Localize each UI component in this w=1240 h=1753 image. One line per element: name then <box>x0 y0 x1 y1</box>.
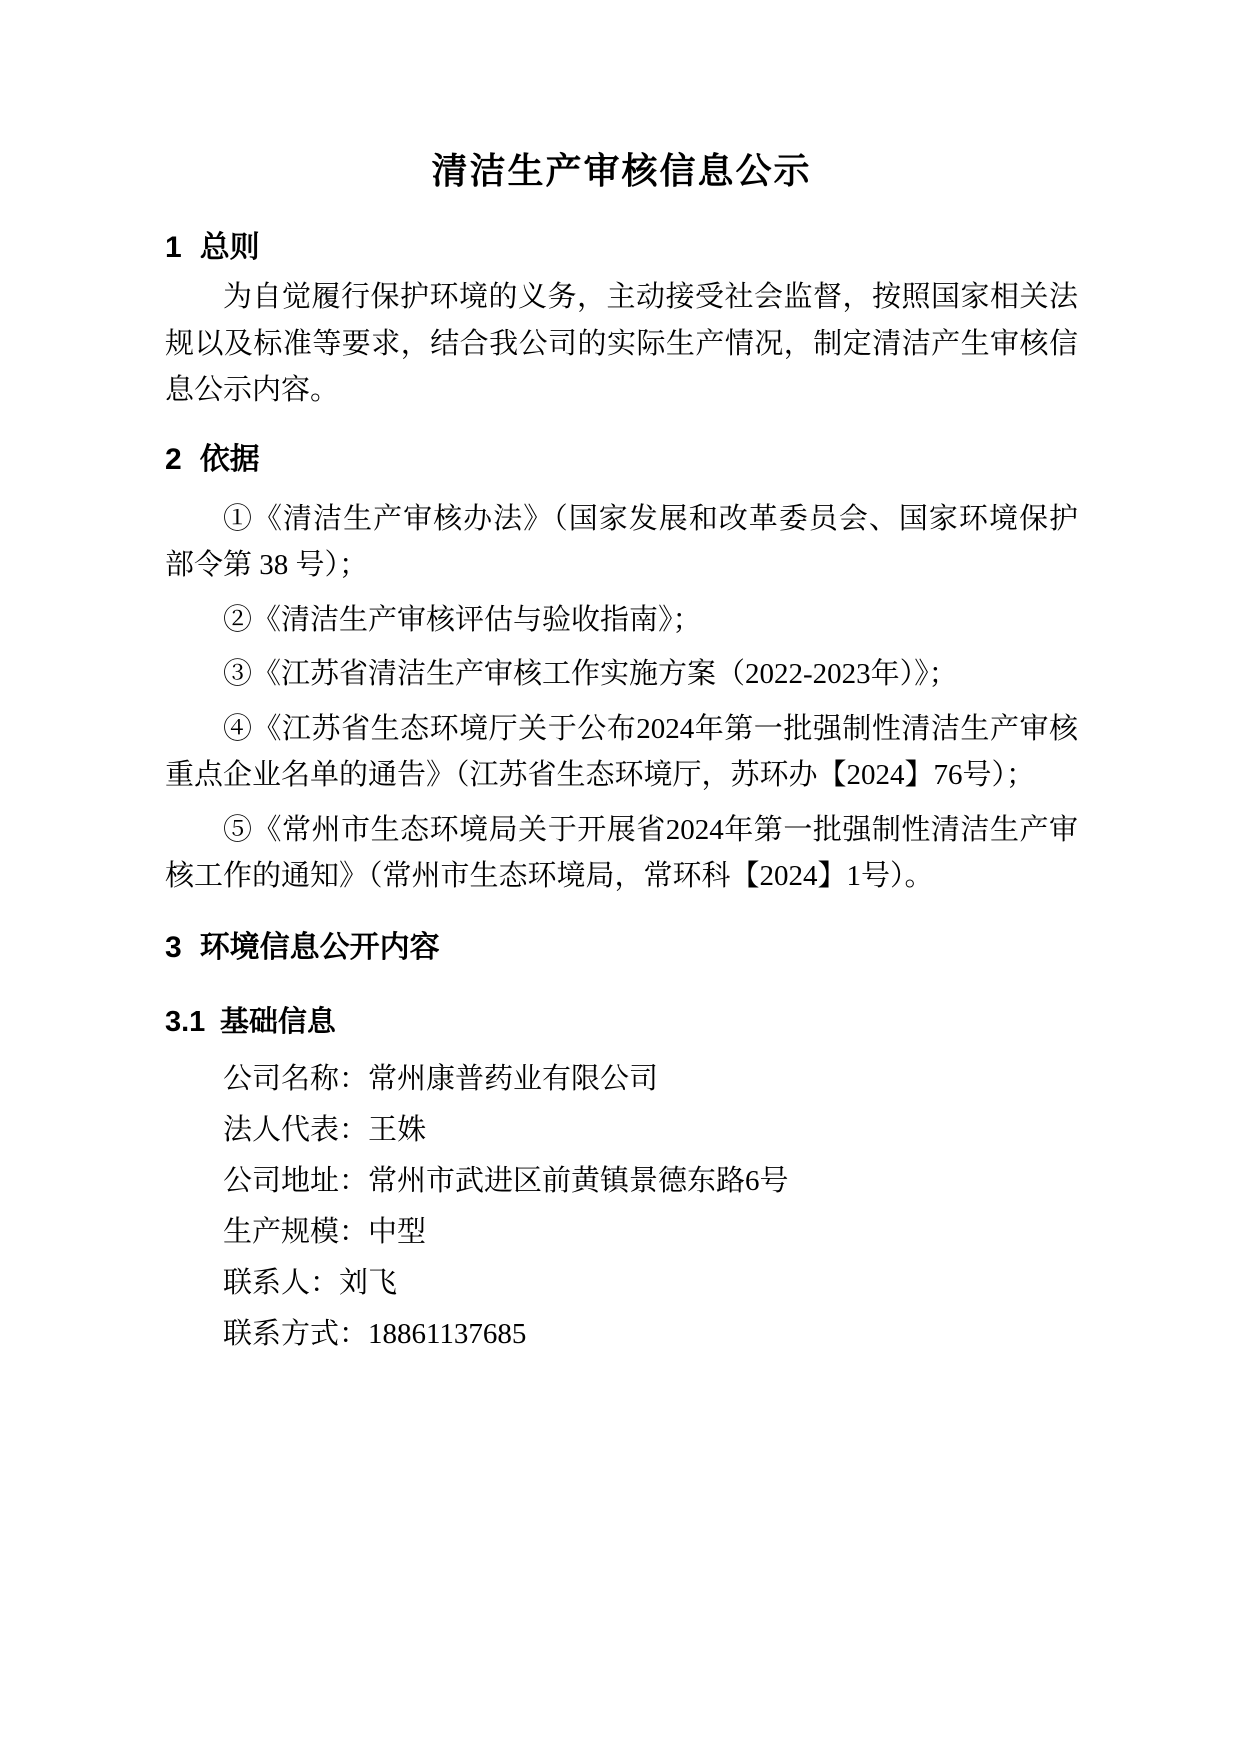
info-line-production-scale: 生产规模：中型 <box>223 1215 427 1248</box>
basis-item-4: ④《江苏省生态环境厅关于公布2024年第一批强制性清洁生产审核重点企业名单的通告》（江苏省生态环境厅，苏环办【2024】76号）； <box>165 712 1078 791</box>
section-1-title: 总则 <box>199 231 260 264</box>
document-content <box>165 0 1078 1360</box>
basic-info-block <box>165 1054 1078 1360</box>
section-2-number: 2 <box>165 442 182 476</box>
section-3-heading <box>165 928 1078 968</box>
section-1-heading <box>165 228 1078 268</box>
basis-item-2: ②《清洁生产审核评估与验收指南》； <box>223 603 702 636</box>
document-title: 清洁生产审核信息公示 <box>431 150 812 191</box>
section-1-paragraph: 为自觉履行保护环境的义务，主动接受社会监督，按照国家相关法规以及标准等要求，结合我公司的实际生产情况，制定清洁产生审核信息公示内容。 <box>165 281 1078 406</box>
basis-item-3: ③《江苏省清洁生产审核工作实施方案（2022-2023年）》； <box>223 658 958 690</box>
info-line-contact-phone: 联系方式：18861137685 <box>223 1317 527 1350</box>
section-2-heading <box>165 440 1078 480</box>
section-3-1-subheading <box>165 1002 1078 1042</box>
basis-item-1: ①《清洁生产审核办法》（国家发展和改革委员会、国家环境保护部令第 38 号）； <box>165 502 1078 581</box>
section-3-title: 环境信息公开内容 <box>199 930 440 964</box>
info-line-contact-person: 联系人：刘飞 <box>223 1266 398 1299</box>
info-line-company-address: 公司地址：常州市武进区前黄镇景德东路6号 <box>223 1164 789 1197</box>
info-line-legal-representative: 法人代表：王姝 <box>223 1113 427 1146</box>
section-3-1-title: 基础信息 <box>219 1005 336 1038</box>
section-3-1-number: 3.1 <box>165 1005 206 1038</box>
section-3-number: 3 <box>165 930 182 964</box>
info-line-company-name: 公司名称：常州康普药业有限公司 <box>223 1062 659 1095</box>
section-1-number: 1 <box>165 231 182 264</box>
basis-item-5: ⑤《常州市生态环境局关于开展省2024年第一批强制性清洁生产审核工作的通知》（常州市生态环境局，常环科【2024】1号）。 <box>165 813 1078 892</box>
section-2-title: 依据 <box>199 442 260 476</box>
